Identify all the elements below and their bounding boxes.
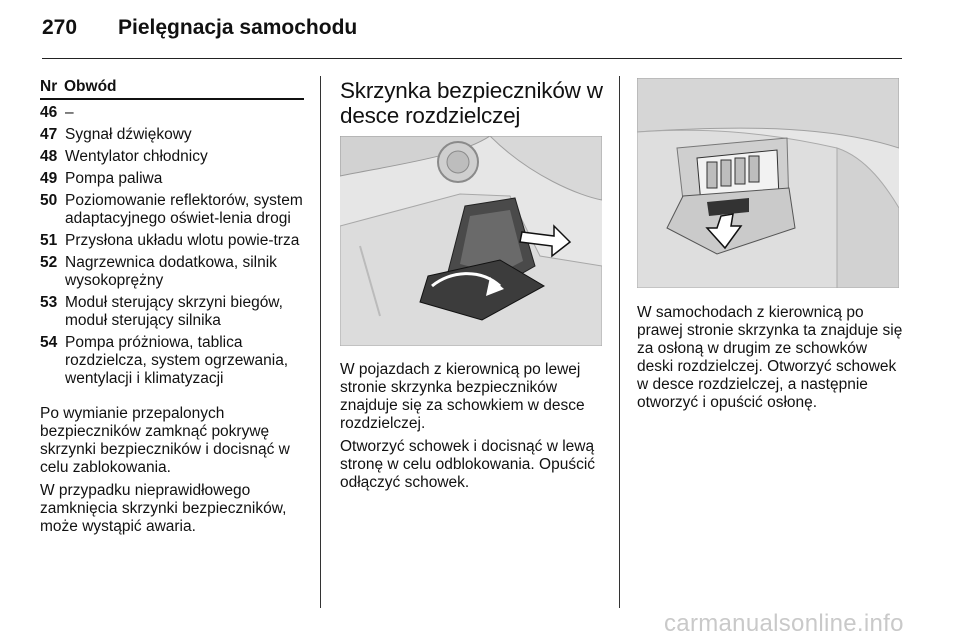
column-header-nr: Nr bbox=[40, 78, 58, 95]
table-row bbox=[40, 294, 304, 330]
fuse-number: 47 bbox=[40, 126, 58, 143]
paragraph: Po wymianie przepalonych bezpieczników zamknąć pokrywę skrzynki bezpieczników i docisnąć w celu zablokowania. bbox=[40, 405, 290, 476]
section-column bbox=[340, 78, 606, 491]
table-row bbox=[40, 192, 304, 228]
fuse-number: 51 bbox=[40, 232, 58, 249]
circuit-description: Poziomowanie reflektorów, system adaptacyjnego oświet-lenia drogi bbox=[65, 192, 303, 227]
page-header bbox=[42, 8, 902, 52]
circuit-description: Moduł sterujący skrzyni biegów, moduł sterujący silnika bbox=[65, 294, 283, 329]
table-row bbox=[40, 126, 304, 144]
section-heading: Skrzynka bezpieczników w desce rozdzielczej bbox=[340, 78, 603, 128]
table-body bbox=[40, 104, 304, 388]
fuse-number: 49 bbox=[40, 170, 58, 187]
circuit-description: Nagrzewnica dodatkowa, silnik wysokoprężny bbox=[65, 254, 277, 289]
table-row bbox=[40, 148, 304, 166]
circuit-description: – bbox=[65, 104, 74, 121]
circuit-description: Pompa próżniowa, tablica rozdzielcza, system ogrzewania, wentylacji i klimatyzacji bbox=[65, 334, 289, 387]
table-row bbox=[40, 104, 304, 122]
watermark: carmanualsonline.info bbox=[664, 610, 904, 637]
section-text bbox=[340, 361, 608, 497]
fuse-number: 54 bbox=[40, 334, 58, 351]
illustration-cover-rhd bbox=[637, 78, 899, 288]
illustration-glovebox-lhd bbox=[340, 136, 602, 346]
table-row bbox=[40, 254, 304, 290]
circuit-description: Wentylator chłodnicy bbox=[65, 148, 208, 165]
circuit-description: Sygnał dźwiękowy bbox=[65, 126, 192, 143]
circuit-description: Pompa paliwa bbox=[65, 170, 163, 187]
column-divider bbox=[320, 76, 321, 608]
table-row bbox=[40, 232, 304, 250]
paragraph: W przypadku nieprawidłowego zamknięcia skrzynki bezpieczników, może wystąpić awaria. bbox=[40, 482, 287, 535]
paragraph: Otworzyć schowek i docisnąć w lewą stronę w celu odblokowania. Opuścić odłączyć schowek. bbox=[340, 438, 596, 491]
fuse-number: 46 bbox=[40, 104, 58, 121]
section-text bbox=[637, 304, 905, 412]
paragraph: W samochodach z kierownicą po prawej stronie skrzynka ta znajduje się za osłoną w drugim ze schowków deski rozdzielczej. Otworzyć schowek w desce rozdzielczej, a następnie otworzyć i opuścić osłonę. bbox=[637, 304, 903, 411]
header-rule bbox=[42, 58, 902, 59]
page-number: 270 bbox=[42, 16, 78, 39]
table-row bbox=[40, 334, 304, 388]
fuse-number: 52 bbox=[40, 254, 58, 271]
circuit-description: Przysłona układu wlotu powie-trza bbox=[65, 232, 300, 249]
table-header bbox=[40, 78, 304, 100]
paragraph: W pojazdach z kierownicą po lewej stronie skrzynka bezpieczników znajduje się za schowkiem w desce rozdzielczej. bbox=[340, 361, 585, 432]
table-row bbox=[40, 170, 304, 188]
column-header-obwod: Obwód bbox=[64, 78, 117, 95]
page-title: Pielęgnacja samochodu bbox=[118, 16, 358, 39]
fuse-table-column bbox=[40, 78, 304, 536]
fuse-number: 53 bbox=[40, 294, 58, 311]
fuse-number: 48 bbox=[40, 148, 58, 165]
fuse-number: 50 bbox=[40, 192, 58, 209]
column-divider bbox=[619, 76, 620, 608]
